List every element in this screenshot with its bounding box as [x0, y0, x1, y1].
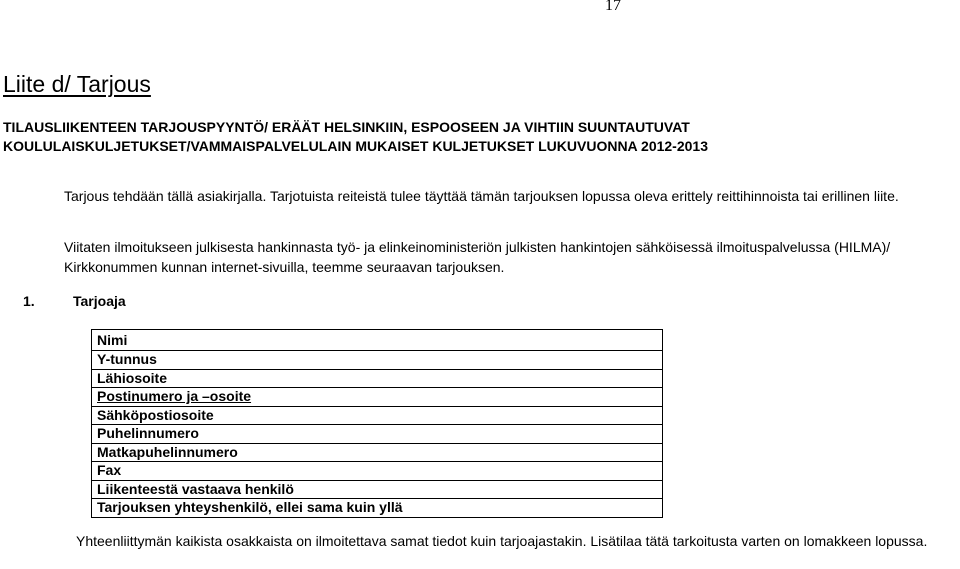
subject-line-2: KOULULAISKULJETUKSET/VAMMAISPALVELULAIN MUKAISET KULJETUKSET LUKUVUONNA 2012-2013: [3, 138, 708, 154]
table-row: [92, 388, 663, 407]
table-row: [92, 462, 663, 481]
field-contact-person[interactable]: Tarjouksen yhteyshenkilö, ellei sama kuin yllä: [92, 499, 663, 518]
document-subject: [3, 118, 708, 156]
table-row: [92, 351, 663, 370]
field-business-id[interactable]: Y-tunnus: [92, 351, 663, 370]
reference-paragraph: Viitaten ilmoitukseen julkisesta hankinnasta työ- ja elinkeinoministeriön julkisten hankintojen sähköisessä ilmoituspalvelussa (HILMA)/ Kirkkonummen kunnan internet-sivuilla, teemme seuraavan tarjouksen.: [64, 239, 891, 275]
field-name[interactable]: Nimi: [92, 330, 663, 351]
field-postal-code[interactable]: Postinumero ja –osoite: [92, 388, 663, 407]
instruction-paragraph: Tarjous tehdään tällä asiakirjalla. Tarjotuista reiteistä tulee täyttää tämän tarjouksen lopussa oleva erittely reittihinnoista tai erillinen liite.: [64, 188, 899, 204]
table-row: [92, 499, 663, 518]
bidder-info-table: [91, 329, 663, 518]
table-row: [92, 425, 663, 444]
table-row: [92, 406, 663, 425]
section-heading: [23, 293, 126, 309]
table-row: [92, 369, 663, 388]
field-traffic-manager[interactable]: Liikenteestä vastaava henkilö: [92, 480, 663, 499]
field-email[interactable]: Sähköpostiosoite: [92, 406, 663, 425]
table-row: [92, 480, 663, 499]
section-title: Tarjoaja: [73, 293, 126, 309]
field-phone[interactable]: Puhelinnumero: [92, 425, 663, 444]
field-fax[interactable]: Fax: [92, 462, 663, 481]
field-mobile[interactable]: Matkapuhelinnumero: [92, 443, 663, 462]
section-number: 1.: [23, 293, 35, 309]
consortium-note: Yhteenliittymän kaikista osakkaista on ilmoitettava samat tiedot kuin tarjoajastakin. Lisätilaa tätä tarkoitusta varten on lomakkeen lopussa.: [76, 533, 928, 549]
table-row: [92, 443, 663, 462]
table-row: [92, 330, 663, 351]
page-title: Liite d/ Tarjous: [3, 71, 151, 97]
field-street-address[interactable]: Lähiosoite: [92, 369, 663, 388]
subject-line-1: TILAUSLIIKENTEEN TARJOUSPYYNTÖ/ ERÄÄT HELSINKIIN, ESPOOSEEN JA VIHTIIN SUUNTAUTUVAT: [3, 119, 690, 135]
page-number: 17: [605, 0, 621, 14]
